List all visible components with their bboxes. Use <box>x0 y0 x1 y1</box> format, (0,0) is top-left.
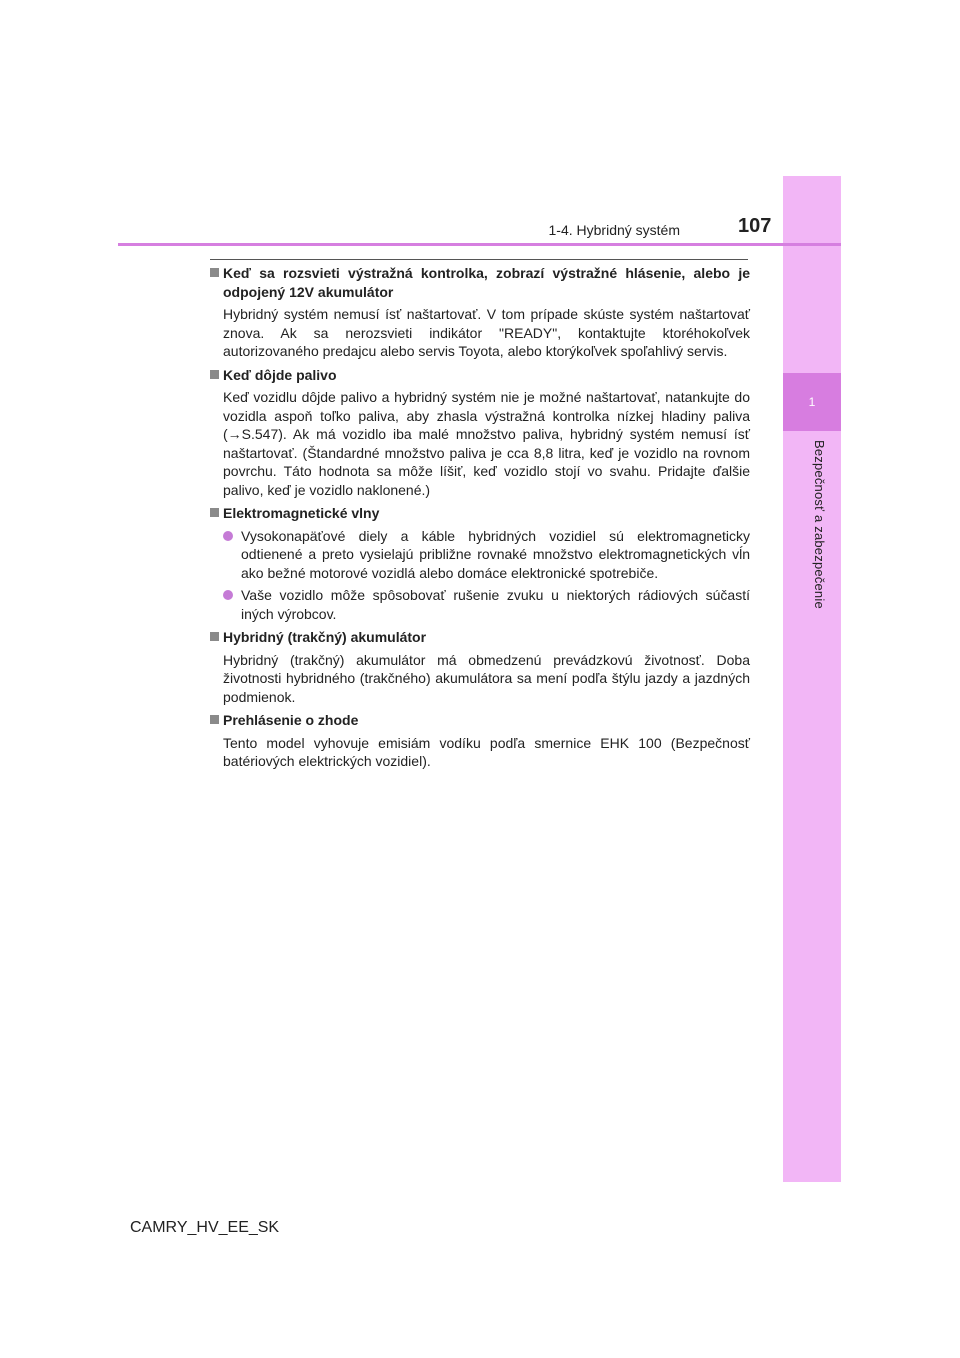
header-section-title: 1-4. Hybridný systém <box>548 222 680 238</box>
section-title: Keď sa rozsvieti výstražná kontrolka, zobrazí výstražné hlásenie, alebo je odpojený 12V akumulátor <box>210 264 750 301</box>
section-text: Hybridný (trakčný) akumulátor má obmedzenú prevádzkovú životnosť. Doba životnosti hybridného (trakčného) akumulátora sa mení podľa štýlu jazdy a jazdných podmienok. <box>223 651 750 705</box>
section-out-of-fuel <box>210 366 750 500</box>
chapter-number-tab[interactable] <box>783 373 841 431</box>
section-text: Tento model vyhovuje emisiám vodíku podľa smernice EHK 100 (Bezpečnosť batériových elektrických vozidiel). <box>223 734 750 769</box>
section-declaration-of-conformity <box>210 711 750 771</box>
section-title: Keď dôjde palivo <box>210 366 750 385</box>
square-bullet-icon <box>210 508 219 517</box>
section-warning-light <box>210 264 750 361</box>
chapter-title-vertical: Bezpečnosť a zabezpečenie <box>812 440 827 609</box>
document-code: CAMRY_HV_EE_SK <box>130 1219 280 1236</box>
chapter-number: 1 <box>808 395 816 409</box>
round-bullet-icon <box>223 590 233 600</box>
square-bullet-icon <box>210 268 219 277</box>
section-text: Keď vozidlu dôjde palivo a hybridný systém nie je možné naštartovať, natankujte do vozidla aspoň toľko paliva, aby zhasla výstražná kontrolka nízkej hladiny paliva (→S.547). Ak má vozidlo iba malé množstvo paliva, hybridný systém nemusí ísť naštartovať. (Štandardné množstvo paliva je cca 8,8 litra, keď je vozidlo na rovnom povrchu. Táto hodnota sa môže líšiť, keď vozidlo stojí vo svahu. Pridajte ďalšie palivo, keď je vozidlo naklonené.) <box>223 389 750 498</box>
section-title: Elektromagnetické vlny <box>210 504 750 523</box>
side-tab-band <box>783 176 841 1182</box>
square-bullet-icon <box>210 370 219 379</box>
page-content <box>210 264 750 776</box>
section-title: Prehlásenie o zhode <box>210 711 750 730</box>
content-divider <box>210 259 748 260</box>
header-divider <box>118 243 841 246</box>
section-title: Hybridný (trakčný) akumulátor <box>210 628 750 647</box>
list-item: Vysokonapäťové diely a káble hybridných vozidiel sú elektromagneticky odtienené a preto vysielajú približne rovnaké množstvo elektromagnetických vĺn ako bežné motorové vozidlá alebo domáce elektronické spotrebiče. <box>210 527 750 583</box>
section-text: Hybridný systém nemusí ísť naštartovať. V tom prípade skúste systém naštartovať znova. Ak sa nerozsvieti indikátor "READY", kontaktujte ktoréhokoľvek autorizovaného predajcu alebo servis Toyota, alebo ktorýkoľvek spoľahlivý servis. <box>223 306 750 359</box>
square-bullet-icon <box>210 715 219 724</box>
list-item: Vaše vozidlo môže spôsobovať rušenie zvuku u niektorých rádiových súčastí iných výrobcov. <box>210 586 750 623</box>
square-bullet-icon <box>210 632 219 641</box>
section-traction-battery <box>210 628 750 706</box>
section-electromagnetic-waves <box>210 504 750 623</box>
page-number: 107 <box>738 215 772 237</box>
round-bullet-icon <box>223 531 233 541</box>
